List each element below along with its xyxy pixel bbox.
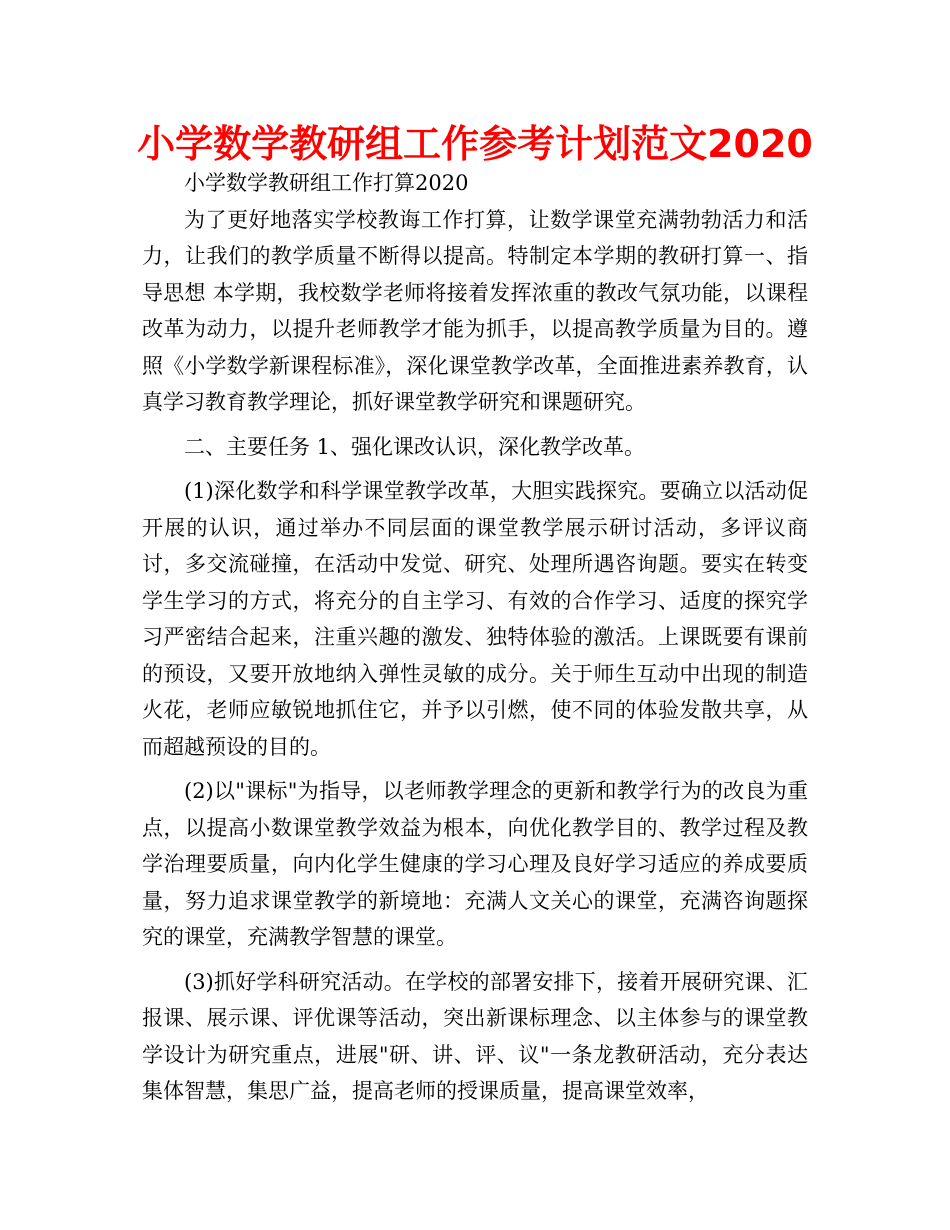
tasks-heading-paragraph: 二、主要任务 1、强化课改认识，深化教学改革。 [184,434,646,459]
subtitle-paragraph: 小学数学教研组工作打算2020 [184,171,469,195]
document-body [142,165,808,1110]
task-item-1-paragraph: (1)深化数学和科学课堂教学改革，大胆实践探究。要确立以活动促开展的认识，通过举办不同层面的课堂教学展示研讨活动，多评议商讨，多交流碰撞，在活动中发觉、研究、处理所遇咨询题。要实在转变学生学习的方式，将充分的自主学习、有效的合作学习、适度的探究学习严密结合起来，注重兴趣的激发、独特体验的激活。上课既要有课前的预设，又要开放地纳入弹性灵敏的成分。关于师生互动中出现的制造火花，老师应敏锐地抓住它，并予以引燃，使不同的体验发散共享，从而超越预设的目的。 [142,479,808,759]
intro-paragraph: 为了更好地落实学校教诲工作打算，让数学课堂充满勃勃活力和活力，让我们的教学质量不断得以提高。特制定本学期的教研打算一、指导思想 本学期，我校数学老师将接着发挥浓重的教改气氛功能，以课程改革为动力，以提升老师教学才能为抓手，以提高教学质量为目的。遵照《小学数学新课程标准》，深化课堂教学改革，全面推进素养教育，认真学习教育教学理论，抓好课堂教学研究和课题研究。 [142,207,808,414]
document-title: 小学数学教研组工作参考计划范文2020 [137,122,813,166]
task-item-2-paragraph: (2)以"课标"为指导，以老师教学理念的更新和教学行为的改良为重点，以提高小数课堂教学效益为根本，向优化教学目的、教学过程及教学治理要质量，向内化学生健康的学习心理及良好学习适应的养成要质量，努力追求课堂教学的新境地：充满人文关心的课堂，充满咨询题探究的课堂，充满教学智慧的课堂。 [142,779,808,949]
task-item-3-paragraph: (3)抓好学科研究活动。在学校的部署安排下，接着开展研究课、汇报课、展示课、评优课等活动，突出新课标理念、以主体参与的课堂教学设计为研究重点，进展"研、讲、评、议"一条龙教研活动，充分表达集体智慧，集思广益，提高老师的授课质量，提高课堂效率， [142,969,808,1103]
